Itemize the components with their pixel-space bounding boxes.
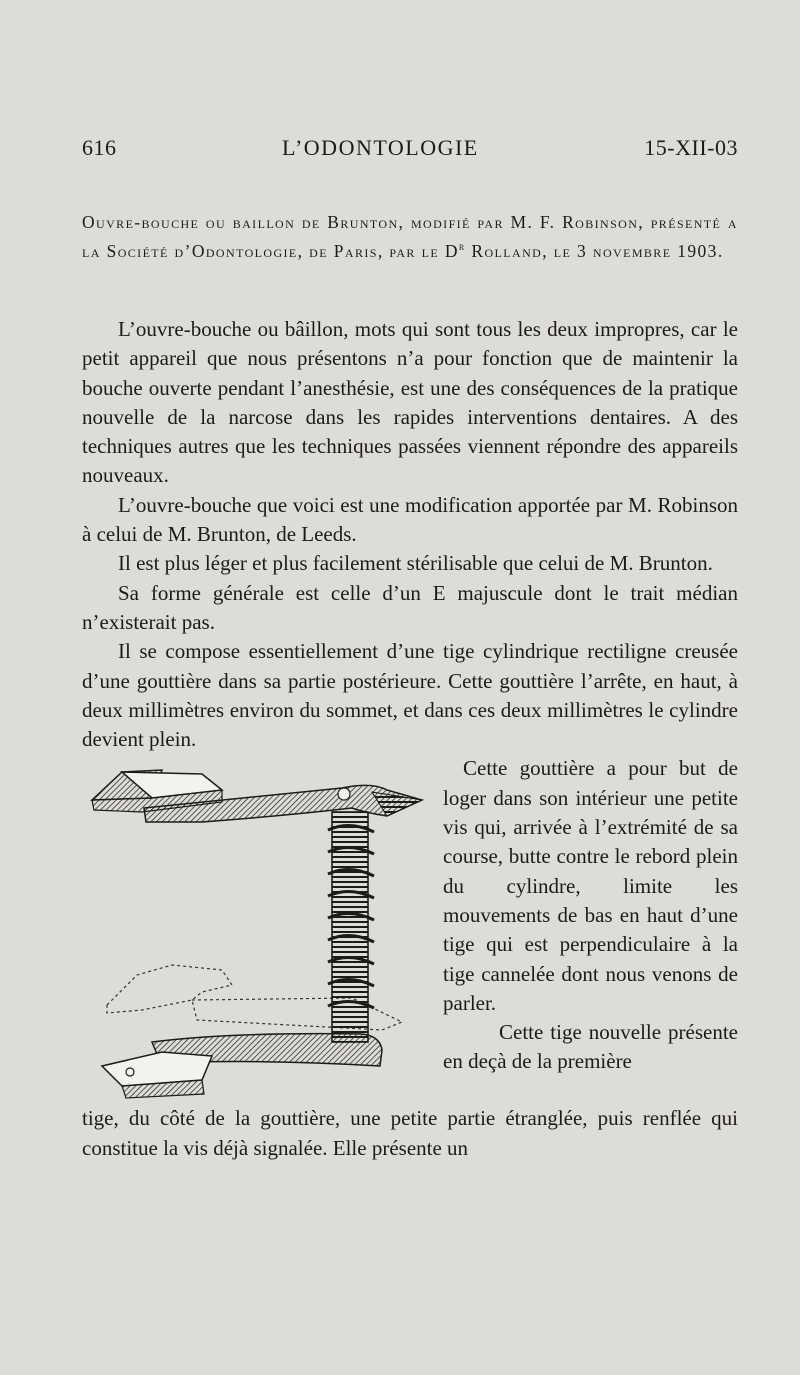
paragraph: Il se compose essentiellement d’une tige cylindrique rectiligne creusée d’une gouttière dans sa partie postérieure. Cette gouttière l’arrête, en haut, à deux millimètres environ du sommet, et dans ces deux millimètres le cylindre devient plein. xyxy=(82,639,738,752)
article-heading xyxy=(82,208,738,266)
paragraph-continuation: tige, du côté de la gouttière, une petite partie étranglée, puis renflée qui constitue la vis déjà signalée. Elle présente un xyxy=(82,1106,738,1160)
side-column xyxy=(443,754,738,1076)
journal-title: L’ODONTOLOGIE xyxy=(282,135,479,160)
heading-superscript: r xyxy=(458,241,466,254)
issue-date: 15-XII-03 xyxy=(644,135,738,160)
continuation xyxy=(82,1104,738,1163)
side-paragraph-start: Cette tige nouvelle présente en deçà de la première xyxy=(443,1020,738,1074)
article-body xyxy=(82,315,738,1163)
paragraph: Il est plus léger et plus facilement stérilisable que celui de M. Brunton. xyxy=(118,551,713,576)
paragraph: Sa forme générale est celle d’un E majuscule dont le trait médian n’existerait pas. xyxy=(82,580,738,634)
side-paragraph: Cette gouttière a pour but de loger dans son intérieur une petite vis qui, arrivée à l’extrémité de sa course, butte contre le rebord plein du cylindre, limite les mouvements de bas en haut d’une tige qui est perpendiculaire à la tige cannelée dont nous venons de parler. xyxy=(443,756,738,1015)
figure-with-text xyxy=(82,754,738,1104)
heading-text-end: Rolland, le 3 novembre 1903. xyxy=(465,241,724,261)
paragraph: L’ouvre-bouche ou bâillon, mots qui sont tous les deux impropres, car le petit appareil que nous présentons n’a pour fonction que de maintenir la bouche ouverte pendant l’anesthésie, est une des conséquences de la pratique nouvelle de la narcose dans les rapides interventions dentaires. A des techniques autres que les techniques passées viennent répondre des appareils nouveaux. xyxy=(82,317,738,488)
page-number: 616 xyxy=(82,135,117,160)
paragraph: L’ouvre-bouche que voici est une modification apportée par M. Robinson à celui de M. Brunton, de Leeds. xyxy=(82,492,738,547)
running-header xyxy=(82,135,738,161)
mouth-gag-figure xyxy=(82,760,437,1100)
heading-text: Ouvre-bouche ou baillon de Brunton, modifié par M. F. Robinson, présenté a la Société d’Odontologie, de Paris, par le D xyxy=(82,212,738,261)
